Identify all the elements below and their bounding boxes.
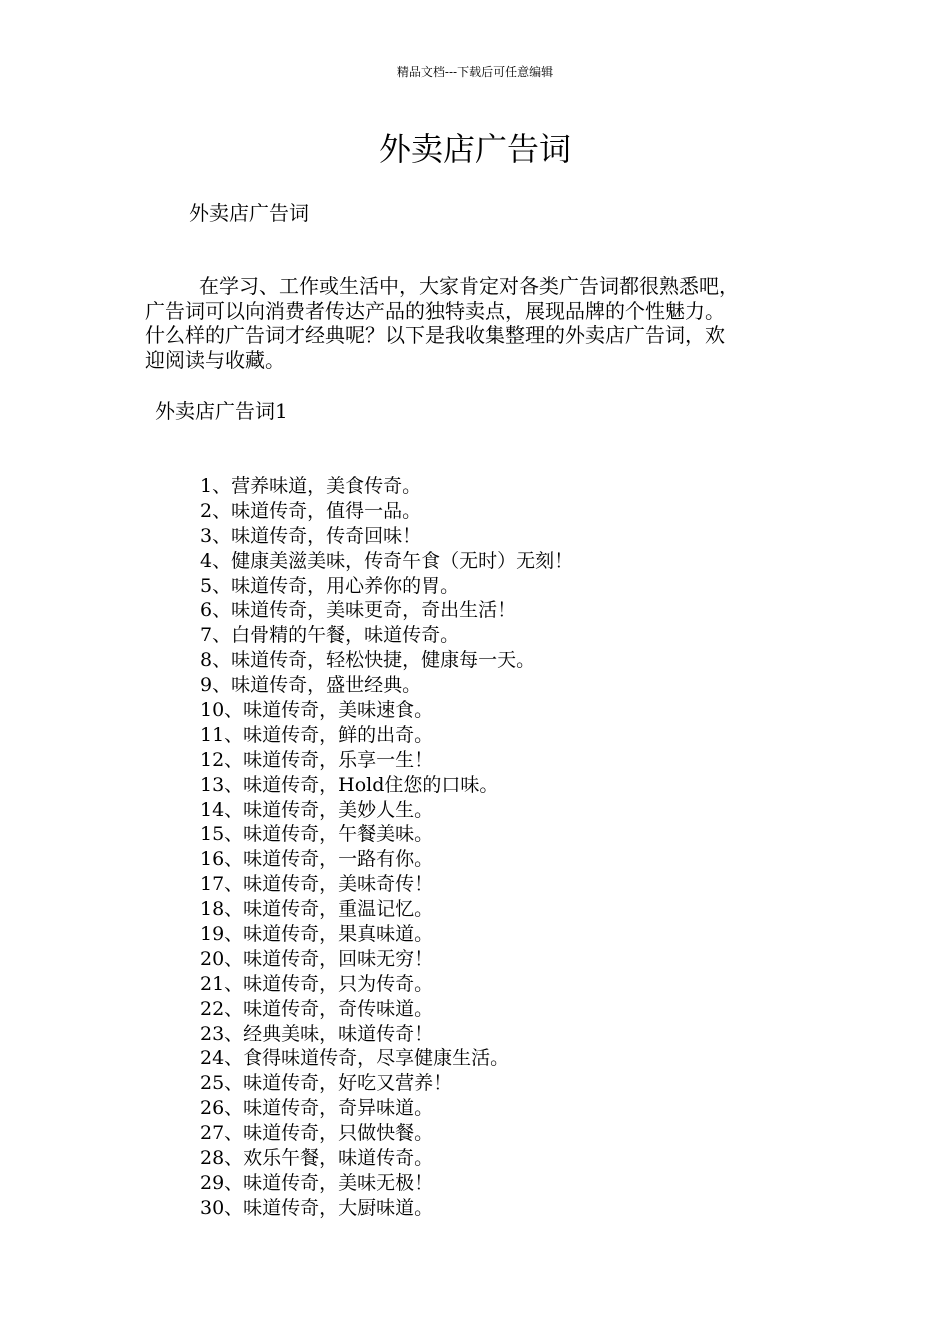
slogan-item: 24、食得味道传奇，尽享健康生活。 [200, 1047, 510, 1070]
document-title: 外卖店广告词 [378, 130, 571, 168]
slogan-item: 22、味道传奇，奇传味道。 [200, 997, 434, 1020]
header-note: 精品文档---下载后可任意编辑 [396, 65, 554, 79]
intro-line: 在学习、工作或生活中，大家肯定对各类广告词都很熟悉吧， [199, 274, 739, 298]
intro-line: 广告词可以向消费者传达产品的独特卖点，展现品牌的个性魅力。 [145, 298, 725, 323]
slogan-item: 23、经典美味，味道传奇！ [200, 1022, 434, 1045]
slogan-item: 30、味道传奇，大厨味道。 [200, 1196, 434, 1219]
slogan-item: 13、味道传奇，Hold住您的口味。 [200, 773, 499, 796]
slogan-item: 6、味道传奇，美味更奇，奇出生活！ [200, 599, 517, 622]
intro-paragraph [145, 274, 825, 372]
slogan-item: 2、味道传奇，值得一品。 [200, 499, 422, 522]
slogan-item: 16、味道传奇，一路有你。 [200, 848, 434, 871]
document-subtitle: 外卖店广告词 [189, 201, 309, 225]
slogan-list [200, 474, 573, 1221]
slogan-item: 1、营养味道，美食传奇。 [200, 475, 422, 497]
slogan-item: 20、味道传奇，回味无穷！ [200, 947, 434, 970]
slogan-item: 5、味道传奇，用心养你的胃。 [200, 574, 460, 597]
slogan-item: 18、味道传奇，重温记忆。 [200, 898, 434, 921]
slogan-item: 15、味道传奇，午餐美味。 [200, 823, 434, 846]
slogan-item: 10、味道传奇，美味速食。 [200, 699, 434, 722]
slogan-item: 21、味道传奇，只为传奇。 [200, 972, 434, 995]
slogan-item: 4、健康美滋美味，传奇午食（无时）无刻！ [200, 549, 574, 572]
slogan-item: 7、白骨精的午餐，味道传奇。 [200, 624, 460, 647]
slogan-item: 26、味道传奇，奇异味道。 [200, 1097, 434, 1120]
slogan-item: 17、味道传奇，美味奇传！ [200, 873, 434, 896]
slogan-item: 19、味道传奇，果真味道。 [200, 923, 434, 946]
slogan-item: 11、味道传奇，鲜的出奇。 [200, 723, 434, 746]
slogan-item: 29、味道传奇，美味无极！ [200, 1171, 434, 1194]
slogan-item: 25、味道传奇，好吃又营养！ [200, 1072, 453, 1095]
intro-line: 什么样的广告词才经典呢？以下是我收集整理的外卖店广告词，欢 [145, 323, 725, 347]
slogan-item: 3、味道传奇，传奇回味！ [200, 524, 422, 547]
slogan-item: 9、味道传奇，盛世经典。 [200, 674, 422, 697]
intro-line: 迎阅读与收藏。 [145, 347, 285, 372]
slogan-item: 28、欢乐午餐，味道传奇。 [200, 1147, 434, 1170]
slogan-item: 8、味道传奇，轻松快捷，健康每一天。 [200, 649, 536, 672]
slogan-item: 12、味道传奇，乐享一生！ [200, 748, 434, 771]
slogan-item: 14、味道传奇，美妙人生。 [200, 798, 434, 821]
section-heading: 外卖店广告词1 [155, 399, 288, 423]
slogan-item: 27、味道传奇，只做快餐。 [200, 1122, 434, 1145]
